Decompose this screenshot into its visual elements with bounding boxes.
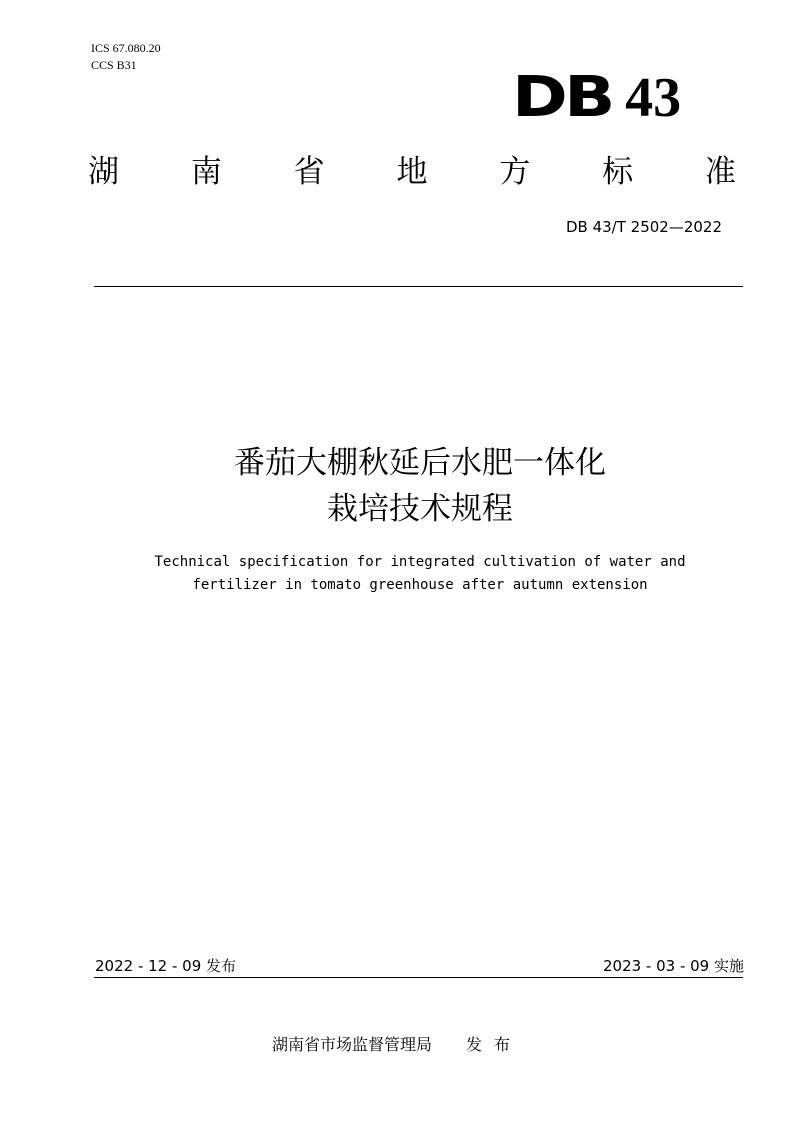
logo-prefix: DB bbox=[512, 65, 612, 130]
logo-code: 43 bbox=[625, 67, 682, 129]
heading-char: 准 bbox=[704, 154, 736, 190]
province-standard-heading bbox=[88, 152, 736, 192]
chinese-title-line-2: 栽培技术规程 bbox=[327, 491, 513, 527]
english-title-line-1: Technical specification for integrated cultivation of water and bbox=[154, 554, 686, 570]
classification-codes bbox=[91, 40, 161, 74]
db43-logo bbox=[512, 65, 682, 130]
standard-number: DB 43/T 2502—2022 bbox=[565, 218, 722, 236]
ccs-code: CCS B31 bbox=[91, 58, 137, 72]
chinese-title bbox=[0, 440, 800, 532]
heading-char: 南 bbox=[190, 154, 222, 190]
publish-date: 2022 - 12 - 09 发布 bbox=[95, 957, 237, 975]
chinese-title-line-1: 番茄大棚秋延后水肥一体化 bbox=[234, 445, 606, 481]
heading-char: 标 bbox=[602, 154, 634, 190]
top-divider bbox=[94, 286, 743, 287]
english-title-line-2: fertilizer in tomato greenhouse after autumn extension bbox=[192, 577, 648, 593]
implementation-date: 2023 - 03 - 09 实施 bbox=[602, 957, 744, 975]
issuing-authority bbox=[272, 1032, 522, 1055]
bottom-divider bbox=[94, 977, 743, 978]
heading-char: 方 bbox=[499, 154, 531, 190]
heading-char: 地 bbox=[396, 154, 428, 190]
issuer-verb: 发布 bbox=[466, 1035, 523, 1054]
english-title bbox=[0, 551, 800, 597]
heading-char: 省 bbox=[293, 154, 325, 190]
heading-char: 湖 bbox=[88, 154, 119, 190]
issuer-name: 湖南省市场监督管理局 bbox=[272, 1035, 433, 1054]
ics-code: ICS 67.080.20 bbox=[91, 41, 161, 55]
